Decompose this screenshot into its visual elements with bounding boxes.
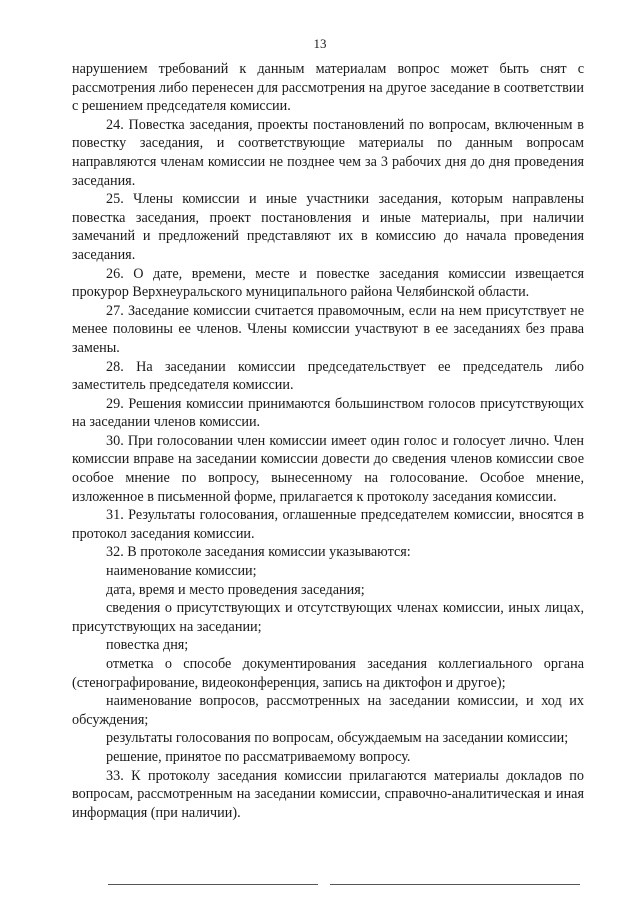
paragraph: 24. Повестка заседания, проекты постановлений по вопросам, включенным в повестку заседания, и соответствующие материалы по данным вопросам направляются членам комиссии не позднее чем за 3 рабочих дня до дня проведения заседания. [72,116,584,189]
page-number: 13 [313,36,327,51]
paragraph: 31. Результаты голосования, оглашенные председателем комиссии, вносятся в протокол заседания комиссии. [72,507,584,542]
list-item: дата, время и место проведения заседания; [106,581,365,598]
list-item: повестка дня; [106,637,189,654]
paragraph: нарушением требований к данным материалам вопрос может быть снят с рассмотрения либо перенесен для рассмотрения на другое заседание в соответствии с решением председателя комиссии. [72,61,584,115]
paragraph: 33. К протоколу заседания комиссии прилагаются материалы докладов по вопросам, рассмотренным на заседании комиссии, справочно-аналитическая и иная информация (при наличии). [72,767,584,821]
paragraph: 30. При голосовании член комиссии имеет один голос и голосует лично. Член комиссии вправе на заседании комиссии довести до сведения членов комиссии свое особое мнение по вопросу, вынесенному на голосование. Особое мнение, изложенное в письменной форме, прилагается к протоколу заседания комиссии. [72,432,584,505]
footer-rule-left [108,884,318,885]
paragraph: 29. Решения комиссии принимаются большинством голосов присутствующих на заседании членов комиссии. [72,395,584,431]
list-item: сведения о присутствующих и отсутствующих членах комиссии, иных лицах, присутствующих на заседании; [72,600,584,635]
list-item: наименование комиссии; [106,563,257,580]
list-item: наименование вопросов, рассмотренных на заседании комиссии, и ход их обсуждения; [72,693,584,728]
footer-rule-right [330,884,580,885]
paragraph: 26. О дате, времени, месте и повестке заседания комиссии извещается прокурор Верхнеуральского муниципального района Челябинской области. [72,265,584,301]
paragraph: 27. Заседание комиссии считается правомочным, если на нем присутствует не менее половины ее членов. Члены комиссии участвуют в ее заседаниях без права замены. [72,302,584,356]
document-body [72,60,584,822]
paragraph: 28. На заседании комиссии председательствует ее председатель либо заместитель председателя комиссии. [72,358,584,394]
list-item: результаты голосования по вопросам, обсуждаемым на заседании комиссии; [106,730,569,747]
paragraph: 32. В протоколе заседания комиссии указываются: [106,544,411,561]
list-item: отметка о способе документирования заседания коллегиального органа (стенографирование, видеоконференция, запись на диктофон и другое); [72,656,584,691]
list-item: решение, принятое по рассматриваемому вопросу. [106,748,411,765]
paragraph: 25. Члены комиссии и иные участники заседания, которым направлены повестка заседания, проект постановления и иные материалы, при наличии замечаний и предложений представляют их в комиссию до начала проведения заседания. [72,191,584,263]
